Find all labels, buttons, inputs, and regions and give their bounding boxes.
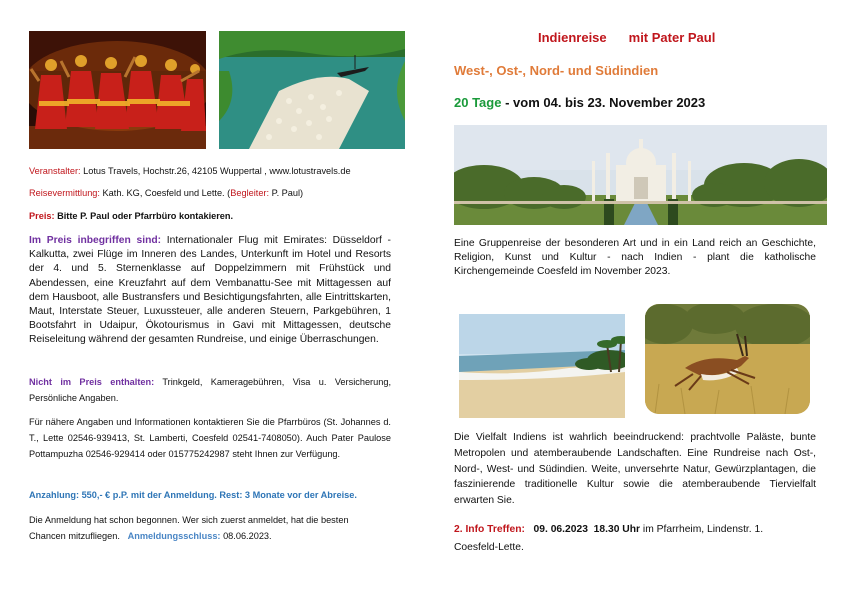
days-count: 20 Tage [454, 95, 502, 110]
page-title [538, 30, 715, 45]
agency-line [29, 185, 405, 201]
excluded-block [29, 374, 391, 406]
subtitle [454, 63, 658, 78]
deadline-label: Anmeldungsschluss: [127, 531, 221, 541]
meeting-date: 09. 06.2023 [533, 524, 588, 535]
dates-line [454, 95, 705, 110]
meeting-place: Coesfeld-Lette. [454, 542, 524, 553]
included-block [29, 234, 391, 348]
companion-label: Begleiter: [230, 188, 270, 198]
price-label: Preis: [29, 211, 55, 221]
meeting-text: im Pfarrheim, Lindenstr. 1. [642, 524, 764, 535]
price-text: Bitte P. Paul oder Pfarrbüro kontakieren. [57, 211, 234, 221]
agency-text: Kath. KG, Coesfeld und Lette. ( [102, 188, 231, 198]
taj-mahal-photo [454, 125, 827, 225]
title-suffix: mit Pater Paul [628, 30, 716, 45]
deposit-text: Anzahlung: 550,- € p.P. mit der Anmeldung. Rest: 3 Monate vor der Abreise. [29, 490, 357, 500]
contact-block [29, 414, 391, 462]
intro-paragraph [454, 237, 816, 280]
beach-photo [459, 314, 625, 418]
price-line [29, 208, 405, 224]
intro-text: Eine Gruppenreise der besonderen Art und in ein Land reich an Geschichte, Religion, Kunst und Kultur - nach Indien - plant die katholische Kirchengemeinde Coesfeld im November 2023. [454, 238, 816, 278]
companion-name: P. Paul) [271, 188, 304, 198]
antelope-photo [645, 304, 810, 414]
diversity-text: Die Vielfalt Indiens ist wahrlich beeindruckend: prachtvolle Paläste, bunte Metropolen und atemberaubende Landschaften. Eine Rundreise nach Ost-, Nord-, West- und Südindien. Weite, unversehrte Natur, Gewürzplantagen, die faszinierende traditionelle Kultur sowie die atemberaubende Tiervielfalt erwarten Sie. [454, 432, 816, 507]
registration-line2-wrap [29, 528, 405, 544]
excluded-text: Trinkgeld, Kameragebühren, Visa u. Versicherung, Persönliche Angaben. [29, 377, 391, 403]
deadline-date: 08.06.2023. [223, 531, 272, 541]
meeting-time: 18.30 Uhr [593, 524, 641, 535]
meeting-label: 2. Info Treffen: [454, 524, 525, 535]
registration-line2: Chancen mitzufliegen. [29, 531, 120, 541]
subtitle-text: West-, Ost-, Nord- und Südindien [454, 63, 659, 78]
excluded-label: Nicht im Preis enthalten: [29, 377, 155, 387]
registration-line1: Die Anmeldung hat schon begonnen. Wer sich zuerst anmeldet, hat die besten [29, 515, 349, 525]
diversity-paragraph [454, 430, 816, 509]
meeting-block [454, 521, 816, 557]
ducks-river-photo [219, 31, 405, 149]
organizer-line [29, 163, 405, 179]
dancers-photo [29, 31, 206, 149]
organizer-label: Veranstalter: [29, 166, 81, 176]
deposit-line [29, 487, 405, 503]
included-label: Im Preis inbegriffen sind: [29, 235, 162, 246]
included-text: Internationaler Flug mit Emirates: Düsseldorf - Kalkutta, zwei Flüge im Inneren des Landes, Unterkunft im Hotel und Resorts der 4. und 5. Sternenklasse auf Doppelzimmern mit Frühstück und Abendessen, eine Kreuzfahrt auf dem Vembanattu-See mit Mittagessen auf dem Hausboot, alle Bustransfers und Besichtigungsfahrten, alle Eintrittskarten, Maut, Interstate Steuer, Luxussteuer, alle anderen Steuern, Parkgebühren, 1 Bootsfahrt in Udaipur, Ökotourismus in Gavi mit Mittagessen, deutsche Reiseleitung während der gesamten Rundreise, und einige Überraschungen. [29, 235, 391, 346]
organizer-text: Lotus Travels, Hochstr.26, 42105 Wuppertal , www.lotustravels.de [83, 166, 351, 176]
date-range: - vom 04. bis 23. November 2023 [505, 95, 706, 110]
title-text: Indienreise [538, 30, 607, 45]
agency-label: Reisevermittlung: [29, 188, 100, 198]
contact-text: Für nähere Angaben und Informationen kontaktieren Sie die Pfarrbüros (St. Johannes d. T., Lette 02546-939413, St. Lamberti, Coesfeld 02541-7408050). Auch Pater Paulose Pottampuzha 02546-929414 oder 015775242987 steht Ihnen zur Verfügung. [29, 417, 391, 459]
registration-block [29, 512, 405, 544]
